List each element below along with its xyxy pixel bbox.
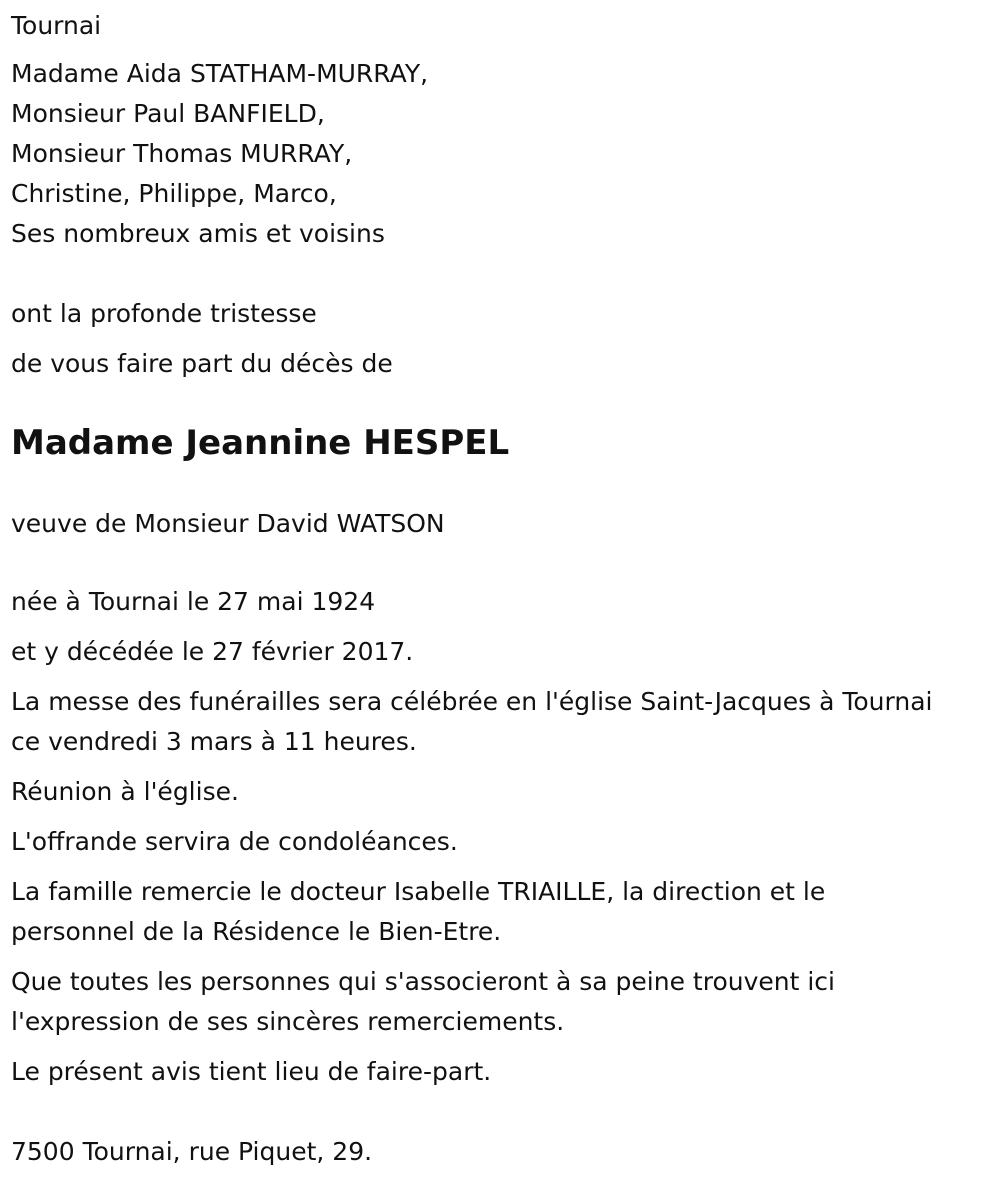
offering-info: L'offrande servira de condoléances. xyxy=(11,827,458,856)
funeral-line: La messe des funérailles sera célébrée en l'église Saint-Jacques à Tournai xyxy=(11,687,933,716)
thanks-line: La famille remercie le docteur Isabelle TRIAILLE, la direction et le xyxy=(11,877,826,906)
thanks-paragraph xyxy=(11,872,991,952)
gratitude-line: Que toutes les personnes qui s'associeront à sa peine trouvent ici xyxy=(11,967,835,996)
family-list xyxy=(11,54,991,254)
gratitude-line: l'expression de ses sincères remerciements. xyxy=(11,1007,565,1036)
announce-line: ont la profonde tristesse xyxy=(11,299,317,328)
family-member: Monsieur Thomas MURRAY, xyxy=(11,139,353,168)
funeral-line: ce vendredi 3 mars à 11 heures. xyxy=(11,727,417,756)
funeral-paragraph xyxy=(11,682,991,762)
city-heading: Tournai xyxy=(11,11,102,40)
faire-part-note: Le présent avis tient lieu de faire-part. xyxy=(11,1057,492,1086)
thanks-line: personnel de la Résidence le Bien-Etre. xyxy=(11,917,502,946)
family-member: Ses nombreux amis et voisins xyxy=(11,219,385,248)
family-member: Monsieur Paul BANFIELD, xyxy=(11,99,325,128)
death-notice xyxy=(11,0,991,1172)
reunion-info: Réunion à l'église. xyxy=(11,777,239,806)
widow-of: veuve de Monsieur David WATSON xyxy=(11,509,445,538)
announce-line: de vous faire part du décès de xyxy=(11,349,393,378)
birth-info: née à Tournai le 27 mai 1924 xyxy=(11,587,376,616)
death-info: et y décédée le 27 février 2017. xyxy=(11,637,414,666)
gratitude-paragraph xyxy=(11,962,991,1042)
deceased-name: Madame Jeannine HESPEL xyxy=(11,423,510,463)
family-member: Christine, Philippe, Marco, xyxy=(11,179,337,208)
family-member: Madame Aida STATHAM-MURRAY, xyxy=(11,59,429,88)
address: 7500 Tournai, rue Piquet, 29. xyxy=(11,1137,373,1166)
